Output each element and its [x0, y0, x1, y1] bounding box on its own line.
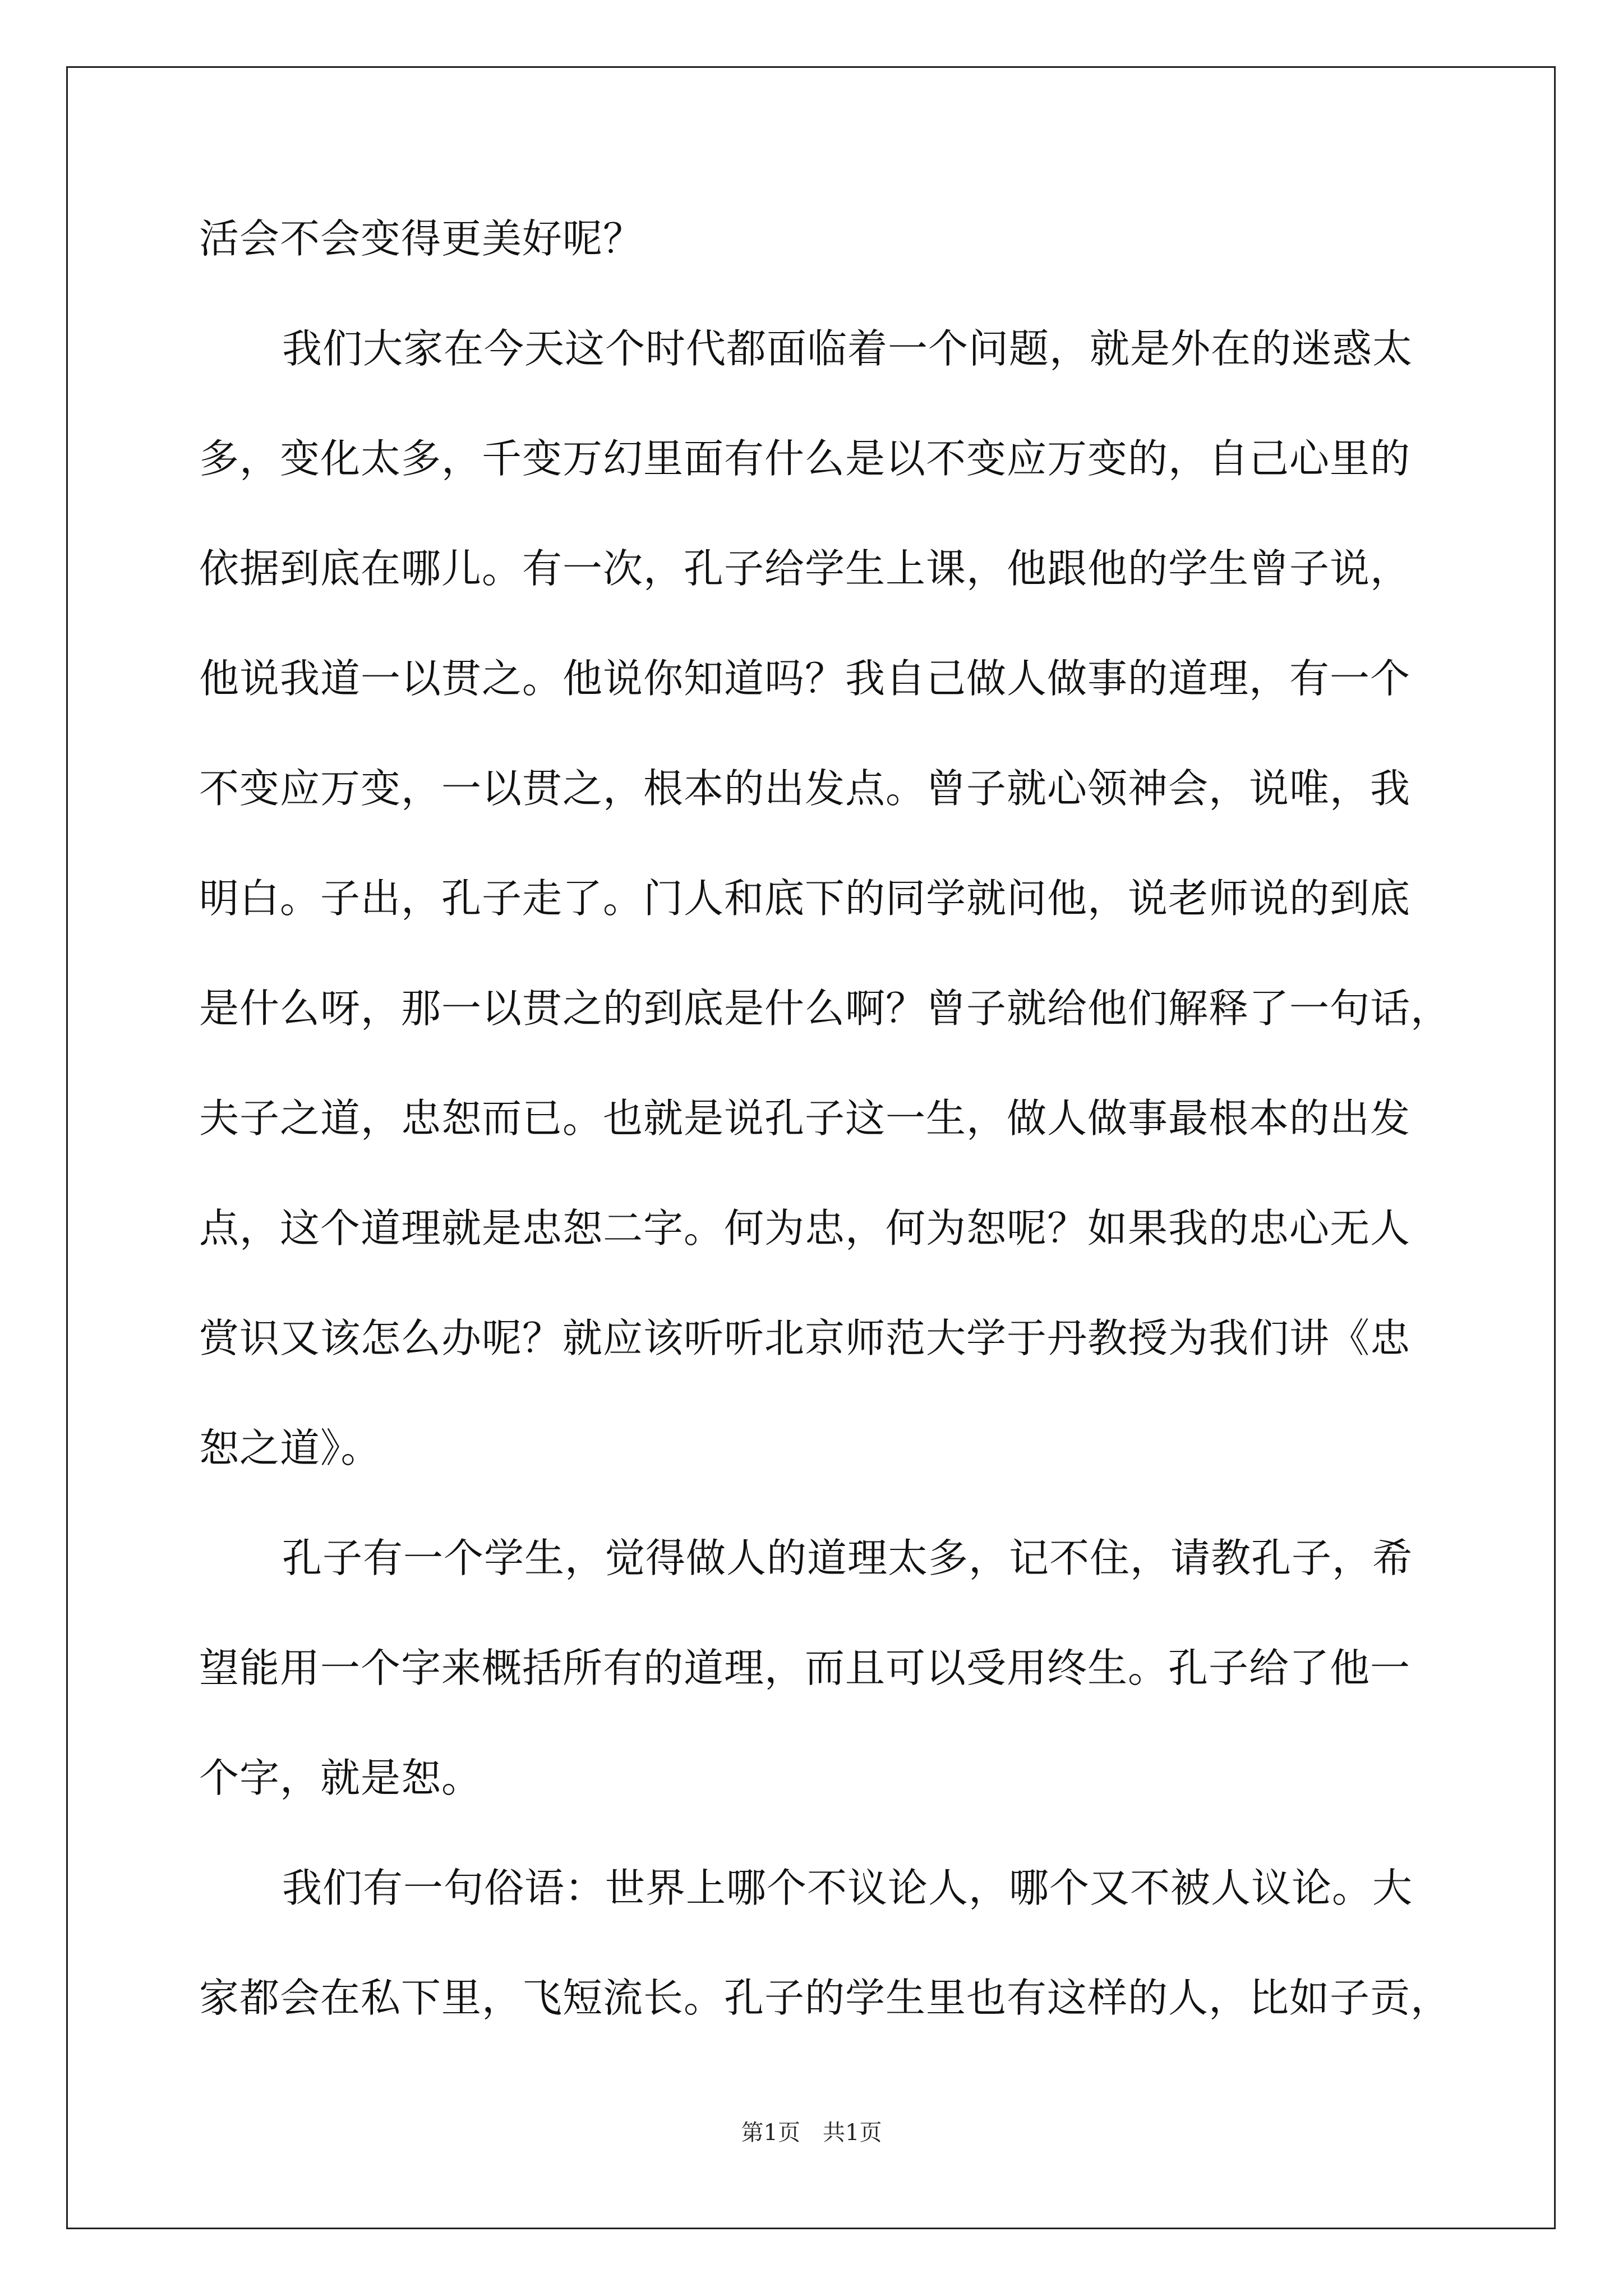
text-line: 活会不会变得更美好呢？: [199, 215, 644, 262]
text-line: 家都会在私下里，飞短流长。孔子的学生里也有这样的人，比如子贡，: [199, 1975, 1451, 2021]
text-line: 他说我道一以贯之。他说你知道吗？我自己做人做事的道理，有一个: [199, 655, 1411, 702]
paragraph-start-line: 我们大家在今天这个时代都面临着一个问题，就是外在的迷惑太: [282, 325, 1413, 372]
text-line: 点，这个道理就是忠恕二字。何为忠，何为恕呢？如果我的忠心无人: [199, 1205, 1411, 1251]
paragraph-start-line: 我们有一句俗语：世界上哪个不议论人，哪个又不被人议论。大: [282, 1865, 1413, 1911]
text-line: 个字，就是恕。: [199, 1755, 482, 1801]
text-line: 多，变化太多，千变万幻里面有什么是以不变应万变的，自己心里的: [199, 435, 1411, 482]
text-line: 恕之道》。: [199, 1425, 381, 1471]
text-line: 夫子之道，忠恕而已。也就是说孔子这一生，做人做事最根本的出发: [199, 1095, 1411, 1142]
text-line: 赏识又该怎么办呢？就应该听听北京师范大学于丹教授为我们讲《忠: [199, 1315, 1411, 1361]
page-number-footer: 第1页 共1页: [741, 2120, 882, 2146]
text-line: 依据到底在哪儿。有一次，孔子给学生上课，他跟他的学生曾子说，: [199, 545, 1411, 592]
text-line: 不变应万变，一以贯之，根本的出发点。曾子就心领神会，说唯，我: [199, 765, 1411, 812]
text-line: 是什么呀，那一以贯之的到底是什么啊？曾子就给他们解释了一句话，: [199, 985, 1451, 1032]
text-line: 明白。子出，孔子走了。门人和底下的同学就问他，说老师说的到底: [199, 875, 1411, 922]
text-line: 望能用一个字来概括所有的道理，而且可以受用终生。孔子给了他一: [199, 1645, 1411, 1691]
paragraph-start-line: 孔子有一个学生，觉得做人的道理太多，记不住，请教孔子，希: [282, 1535, 1413, 1581]
